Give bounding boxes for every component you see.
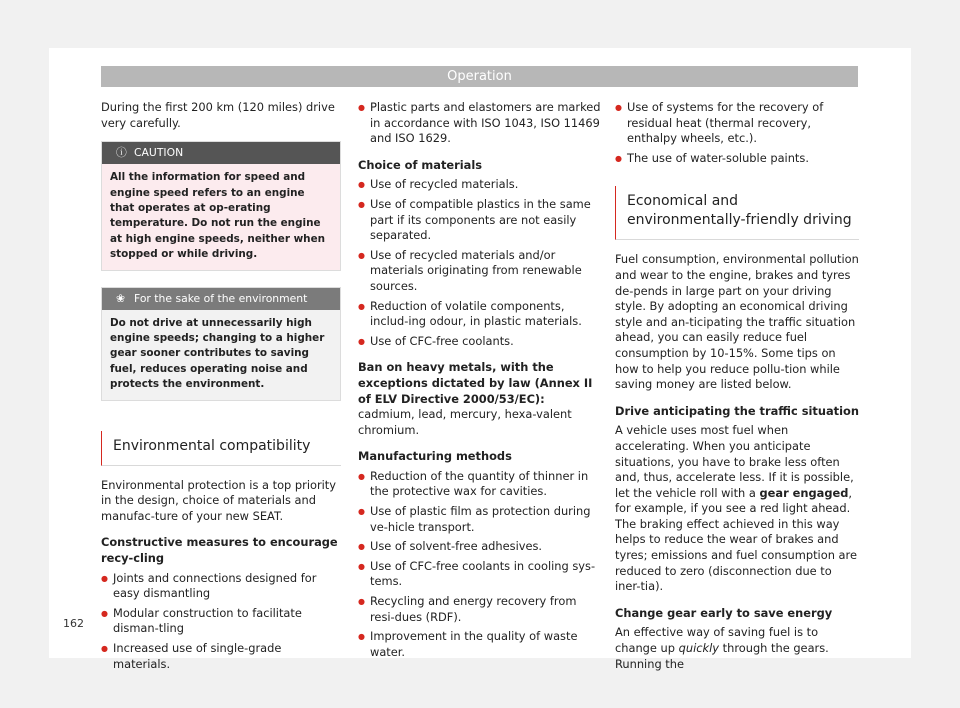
- subheading: Constructive measures to encourage recy-cling: [101, 535, 338, 566]
- list-item: ● Reduction of volatile components, includ-ing odour, in plastic materials.: [358, 299, 602, 330]
- environment-icon: ❀: [116, 291, 126, 305]
- list-item: ● Use of recycled materials.: [358, 177, 602, 193]
- environment-text: Do not drive at unnecessarily high engine speeds; changing to a higher gear sooner contributes to saving fuel, reduces operating noise and protects the environment.: [102, 310, 340, 400]
- list-item: ● Use of CFC-free coolants in cooling sys-tems.: [358, 559, 602, 590]
- heavy-metals-paragraph: Ban on heavy metals, with the exceptions dictated by law (Annex II of ELV Directive 2000/53/EC): cadmium, lead, mercury, hexa-valent chromium.: [358, 360, 593, 437]
- list-item: ● Increased use of single-grade materials.: [101, 641, 341, 672]
- subheading: Change gear early to save energy: [615, 605, 833, 620]
- list-item: ● Recycling and energy recovery from resi-dues (RDF).: [358, 594, 602, 625]
- column-1: [101, 100, 341, 676]
- column-3: [615, 100, 859, 679]
- list-item: ● Use of CFC-free coolants.: [358, 334, 602, 350]
- list-item: ● Use of plastic film as protection during ve-hicle transport.: [358, 504, 602, 535]
- list-item: ● Modular construction to facilitate disman-tling: [101, 606, 341, 637]
- caution-text: All the information for speed and engine speed refers to an engine that operates at op-erating temperature. Do not run the engine at high engine speeds, neither when stopped or while driving.: [102, 164, 340, 269]
- section-heading-economical-driving: Economical and environmentally-friendly driving: [615, 186, 859, 240]
- page-header: Operation: [101, 66, 858, 87]
- list-item: ● Improvement in the quality of waste water.: [358, 629, 602, 660]
- subheading: Manufacturing methods: [358, 449, 512, 464]
- section-heading-environmental-compatibility: Environmental compatibility: [101, 431, 341, 466]
- page-number: 162: [63, 617, 84, 630]
- subheading: Choice of materials: [358, 157, 483, 172]
- environment-label: For the sake of the environment: [134, 291, 308, 305]
- list-item: ● Use of systems for the recovery of residual heat (thermal recovery, enthalpy wheels, etc.).: [615, 100, 859, 147]
- paragraph: A vehicle uses most fuel when accelerating. When you anticipate situations, you have to brake less often and, thus, accelerate less. If it is possible, let the vehicle roll with a gear engaged, for example, if you see a red light ahead. The braking effect achieved in this way helps to reduce the wear of brakes and tyres; emissions and fuel consumption are reduced to zero (disconnection due to iner-tia).: [615, 423, 857, 594]
- subheading: Drive anticipating the traffic situation: [615, 403, 859, 418]
- paragraph: Environmental protection is a top priority in the design, choice of materials and manufac-ture of your new SEAT.: [101, 477, 337, 523]
- column-2: [358, 100, 602, 664]
- list-item: ● Use of recycled materials and/or materials originating from renewable sources.: [358, 248, 602, 295]
- caution-label: CAUTION: [134, 146, 184, 160]
- list-item: ● Plastic parts and elastomers are marked in accordance with ISO 1043, ISO 11469 and ISO 1629.: [358, 100, 602, 147]
- list-item: ● Use of solvent-free adhesives.: [358, 539, 602, 555]
- paragraph: An effective way of saving fuel is to change up quickly through the gears. Running the: [615, 625, 829, 671]
- list-item: ● Reduction of the quantity of thinner in the protective wax for cavities.: [358, 469, 602, 500]
- paragraph: Fuel consumption, environmental pollution and wear to the engine, brakes and tyres de-pends in large part on your driving style. By adopting an economical driving style and an-ticipating the traffic situation ahead, you can easily reduce fuel consumption by 10-15%. Some tips on how to help you reduce pollu-tion while saving money are listed below.: [615, 252, 859, 392]
- intro-text: During the first 200 km (120 miles) drive very carefully.: [101, 100, 335, 130]
- caution-box: [101, 141, 341, 270]
- caution-icon: ⓘ: [116, 146, 127, 160]
- environment-box: [101, 287, 341, 401]
- list-item: ● Use of compatible plastics in the same part if its components are not easily separated.: [358, 197, 602, 244]
- list-item: ● The use of water-soluble paints.: [615, 151, 859, 167]
- list-item: ● Joints and connections designed for easy dismantling: [101, 571, 341, 602]
